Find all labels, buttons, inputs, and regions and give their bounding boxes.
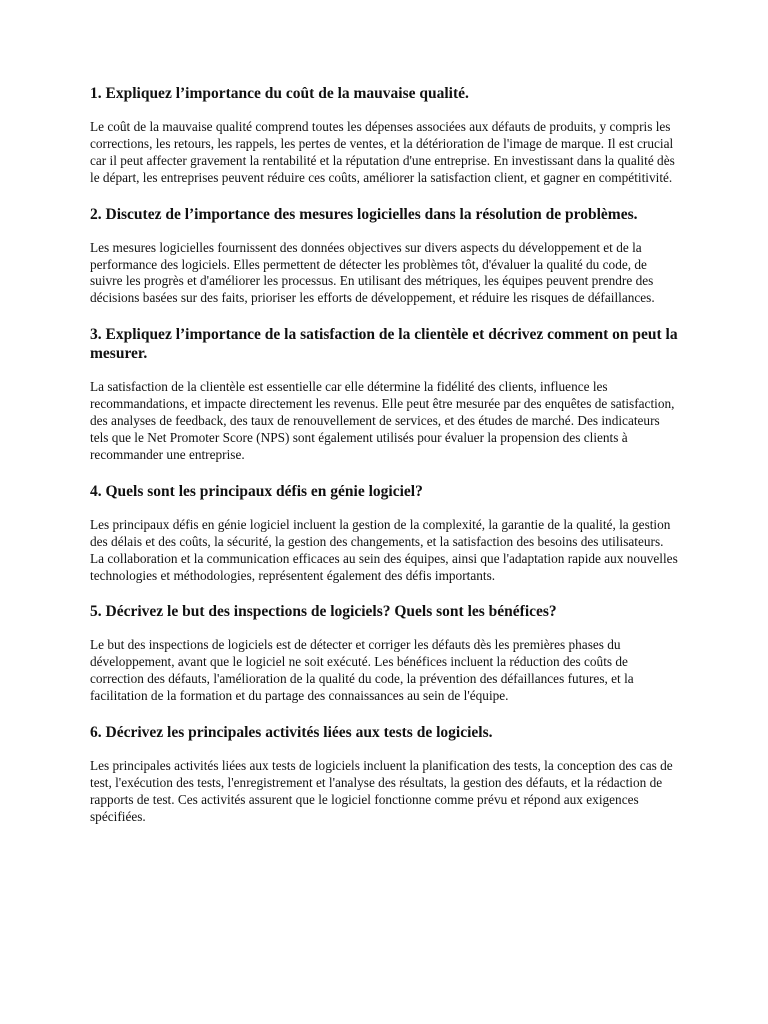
question-heading: 3. Expliquez l’importance de la satisfaction de la clientèle et décrivez comment on peut la mesurer. [90,326,678,363]
question-heading: 1. Expliquez l’importance du coût de la mauvaise qualité. [90,85,469,102]
section-3 [90,325,680,464]
question-heading: 4. Quels sont les principaux défis en génie logiciel? [90,482,423,500]
question-heading: 2. Discutez de l’importance des mesures logicielles dans la résolution de problèmes. [90,205,638,223]
section-5 [90,602,680,705]
section-4 [90,482,680,585]
answer-paragraph: Les mesures logicielles fournissent des données objectives sur divers aspects du développement et de la performance des logiciels. Elles permettent de détecter les problèmes tôt, d'évaluer la qualité du code, de suivre les progrès et d'améliorer les processus. En utilisant des métriques, les équipes peuvent prendre des décisions basées sur des faits, prioriser les efforts de développement, et réduire les risques de défaillances. [90,239,655,306]
section-1 [90,84,680,187]
question-heading: 6. Décrivez les principales activités liées aux tests de logiciels. [90,724,493,742]
answer-paragraph: Les principaux défis en génie logiciel incluent la gestion de la complexité, la garantie de la qualité, la gestion des délais et des coûts, la sécurité, la gestion des changements, et la satisfaction des besoins des utilisateurs. La collaboration et la communication efficaces au sein des équipes, ainsi que l'adaptation rapide aux nouvelles technologies et méthodologies, représentent également des défis importants. [90,516,678,583]
answer-paragraph: Le but des inspections de logiciels est de détecter et corriger les défauts dès les premières phases du développement, avant que le logiciel ne soit exécuté. Les bénéfices incluent la réduction des coûts de correction des défauts, l'amélioration de la qualité du code, la prévention des défaillances futures, et la facilitation de la formation et du partage des connaissances au sein de l'équipe. [90,637,634,704]
answer-paragraph: Le coût de la mauvaise qualité comprend toutes les dépenses associées aux défauts de produits, y compris les corrections, les retours, les rappels, les pertes de ventes, et la détérioration de l'image de marque. Il est crucial car il peut affecter gravement la rentabilité et la réputation d'une entreprise. En investissant dans la qualité dès le départ, les entreprises peuvent réduire ces coûts, améliorer la satisfaction client, et gagner en compétitivité. [90,119,675,185]
section-6 [90,723,680,826]
question-heading: 5. Décrivez le but des inspections de logiciels? Quels sont les bénéfices? [90,603,557,621]
document-page [90,84,680,844]
section-2 [90,205,680,308]
answer-paragraph: Les principales activités liées aux tests de logiciels incluent la planification des tests, la conception des cas de test, l'exécution des tests, l'enregistrement et l'analyse des résultats, la gestion des défauts, et la rédaction de rapports de test. Ces activités assurent que le logiciel fonctionne comme prévu et répond aux exigences spécifiées. [90,758,673,824]
answer-paragraph: La satisfaction de la clientèle est essentielle car elle détermine la fidélité des clients, influence les recommandations, et impacte directement les revenus. Elle peut être mesurée par des enquêtes de satisfaction, des analyses de feedback, des taux de renouvellement de services, et des études de marché. Des indicateurs tels que le Net Promoter Score (NPS) sont également utilisés pour évaluer la propension des clients à recommander une entreprise. [90,379,675,462]
